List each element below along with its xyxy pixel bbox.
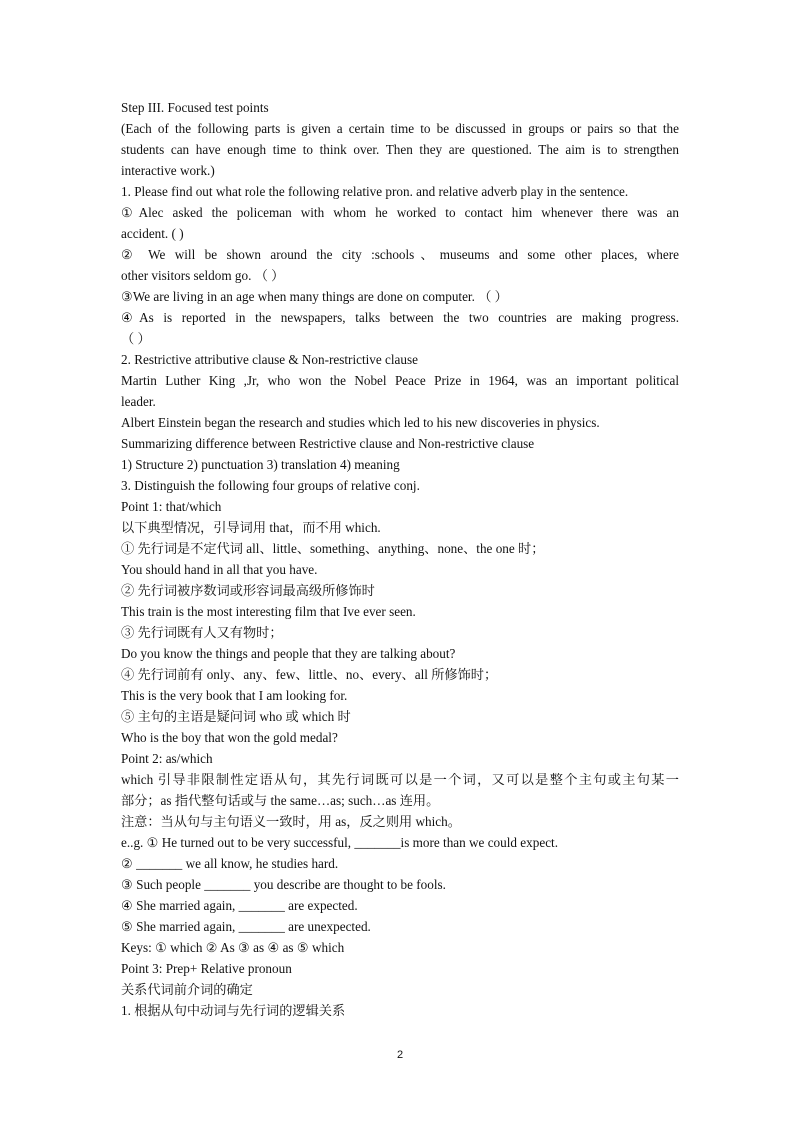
exercise-line: ③We are living in an age when many things are done on computer. （ ） bbox=[121, 289, 508, 304]
example-line: This is the very book that I am looking for. bbox=[121, 688, 348, 703]
paragraph-line: 关系代词前介词的确定 bbox=[121, 982, 253, 997]
rule-line: ① 先行词是不定代词 all、little、something、anything、none、the one 时； bbox=[121, 541, 545, 556]
rule-line: ② 先行词被序数词或形容词最高级所修饰时 bbox=[121, 583, 375, 598]
question-heading: 3. Distinguish the following four groups of relative conj. bbox=[121, 478, 420, 493]
exercise-line: ② We will be shown around the city :schools、museums and some other places, where bbox=[121, 247, 679, 262]
example-line: leader. bbox=[121, 394, 156, 409]
paragraph-line: 注意：当从句与主句语义一致时，用 as，反之则用 which。 bbox=[121, 814, 461, 829]
paragraph-line: 部分；as 指代整句话或与 the same…as; such…as 连用。 bbox=[121, 793, 440, 808]
paragraph-line: students can have enough time to think over. Then they are questioned. The aim is to strengthen bbox=[121, 142, 679, 157]
example-line: Martin Luther King ,Jr, who won the Nobel Peace Prize in 1964, was an important political bbox=[121, 373, 679, 388]
point-heading: Point 3: Prep+ Relative pronoun bbox=[121, 961, 292, 976]
example-line: You should hand in all that you have. bbox=[121, 562, 318, 577]
exercise-line: （ ） bbox=[121, 331, 151, 346]
exercise-line: ④As is reported in the newspapers, talks between the two countries are making progress. bbox=[121, 310, 679, 325]
page-number: 2 bbox=[396, 1049, 404, 1061]
example-line: This train is the most interesting film that Ive ever seen. bbox=[121, 604, 416, 619]
paragraph-line: 1. 根据从句中动词与先行词的逻辑关系 bbox=[121, 1003, 346, 1018]
rule-line: ④ 先行词前有 only、any、few、little、no、every、all 所修饰时； bbox=[121, 667, 498, 682]
answer-keys: Keys: ① which ② As ③ as ④ as ⑤ which bbox=[121, 940, 345, 955]
exercise-line: ⑤ She married again, _______ are unexpected. bbox=[121, 919, 371, 934]
paragraph-line: 以下典型情况，引导词用 that，而不用 which. bbox=[121, 520, 381, 535]
paragraph-line: (Each of the following parts is given a certain time to be discussed in groups or pairs so that the bbox=[121, 121, 679, 136]
question-heading: 2. Restrictive attributive clause & Non-restrictive clause bbox=[121, 352, 418, 367]
exercise-line: ② _______ we all know, he studies hard. bbox=[121, 856, 339, 871]
exercise-line: ④ She married again, _______ are expected. bbox=[121, 898, 358, 913]
rule-line: ③ 先行词既有人又有物时； bbox=[121, 625, 283, 640]
exercise-line: other visitors seldom go. （ ） bbox=[121, 268, 285, 283]
paragraph-line: 1) Structure 2) punctuation 3) translation 4) meaning bbox=[121, 457, 400, 472]
example-line: Albert Einstein began the research and studies which led to his new discoveries in physics. bbox=[121, 415, 600, 430]
section-heading: Step III. Focused test points bbox=[121, 100, 269, 115]
exercise-line: accident. ( ) bbox=[121, 226, 184, 241]
question-heading: 1. Please find out what role the following relative pron. and relative adverb play in the sentence. bbox=[121, 184, 629, 199]
paragraph-line: which 引导非限制性定语从句，其先行词既可以是一个词，又可以是整个主句或主句某一 bbox=[121, 772, 679, 787]
exercise-line: ①Alec asked the policeman with whom he worked to contact him whenever there was an bbox=[121, 205, 679, 220]
paragraph-line: Summarizing difference between Restrictive clause and Non-restrictive clause bbox=[121, 436, 535, 451]
paragraph-line: interactive work.) bbox=[121, 163, 215, 178]
rule-line: ⑤ 主句的主语是疑问词 who 或 which 时 bbox=[121, 709, 351, 724]
point-heading: Point 2: as/which bbox=[121, 751, 213, 766]
exercise-line: ③ Such people _______ you describe are thought to be fools. bbox=[121, 877, 446, 892]
example-line: Who is the boy that won the gold medal? bbox=[121, 730, 338, 745]
exercise-line: e..g. ① He turned out to be very successful, _______is more than we could expect. bbox=[121, 835, 559, 850]
example-line: Do you know the things and people that they are talking about? bbox=[121, 646, 456, 661]
point-heading: Point 1: that/which bbox=[121, 499, 222, 514]
